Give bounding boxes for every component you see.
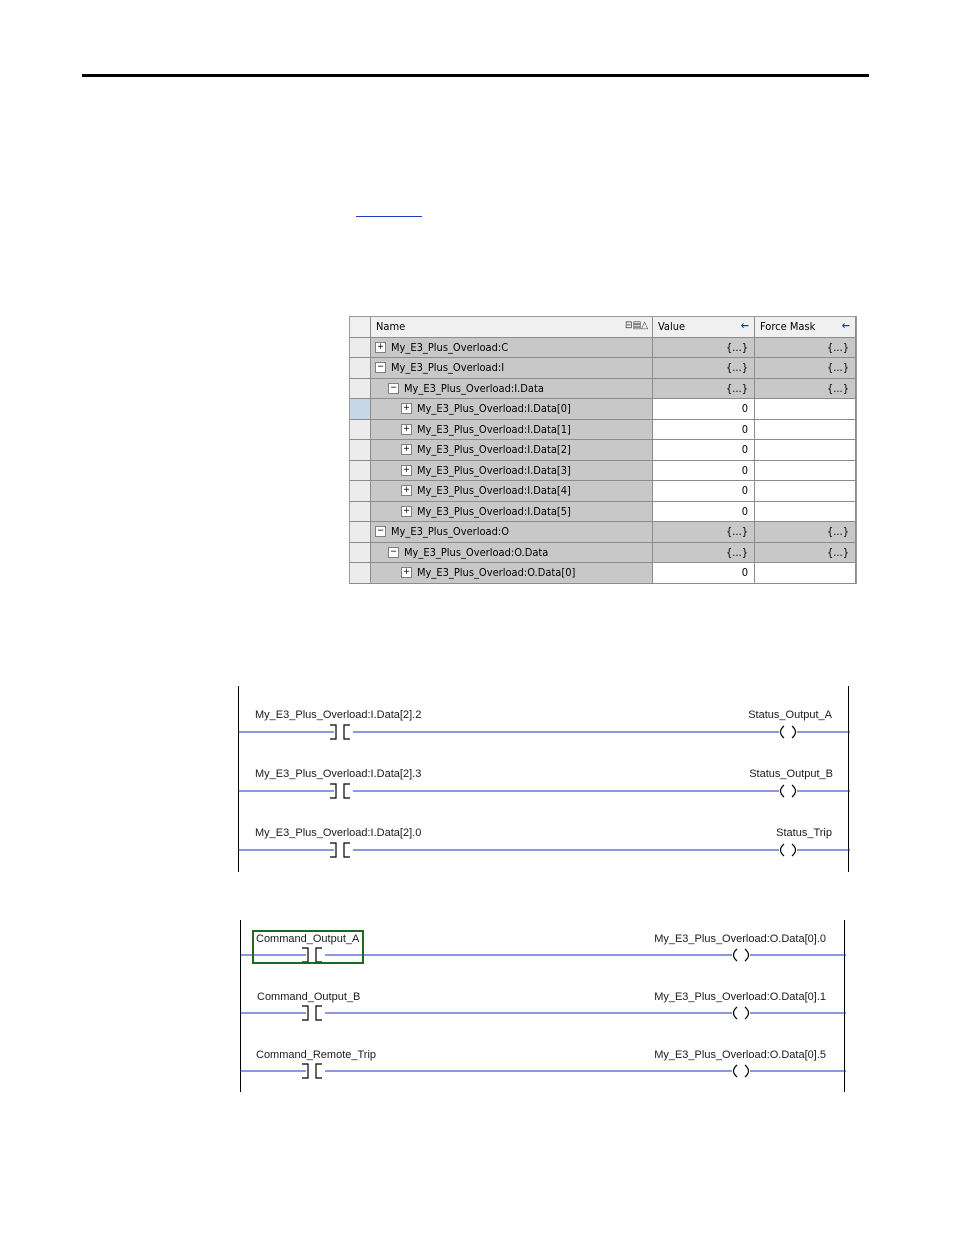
- force-mask-cell[interactable]: [755, 481, 856, 502]
- contact-tag-label[interactable]: Command_Output_A: [256, 933, 360, 945]
- force-mask-cell[interactable]: {...}: [755, 543, 856, 564]
- table-row[interactable]: [350, 461, 856, 482]
- table-row[interactable]: [350, 379, 856, 400]
- force-mask-cell[interactable]: {...}: [755, 358, 856, 379]
- tag-name-text: My_E3_Plus_Overload:I: [391, 361, 505, 375]
- coil-gap[interactable]: [779, 783, 797, 799]
- tag-name-text: My_E3_Plus_Overload:I.Data[5]: [417, 504, 571, 518]
- table-row[interactable]: [350, 420, 856, 441]
- coil-tag-label[interactable]: My_E3_Plus_Overload:O.Data[0].0: [654, 933, 826, 945]
- expand-icon[interactable]: +: [401, 444, 412, 455]
- coil-gap[interactable]: [779, 842, 797, 858]
- force-mask-cell[interactable]: [755, 461, 856, 482]
- row-selector[interactable]: [350, 543, 371, 564]
- ladder-command-routine: [240, 920, 846, 1092]
- table-row[interactable]: [350, 440, 856, 461]
- row-selector[interactable]: [350, 563, 371, 584]
- arrow-left-icon[interactable]: ←: [740, 319, 749, 332]
- force-mask-cell[interactable]: {...}: [755, 522, 856, 543]
- row-selector[interactable]: [350, 440, 371, 461]
- force-mask-cell[interactable]: {...}: [755, 338, 856, 359]
- coil-tag-label[interactable]: My_E3_Plus_Overload:O.Data[0].5: [654, 1049, 826, 1061]
- tag-name-text: My_E3_Plus_Overload:I.Data[1]: [417, 422, 571, 436]
- expand-icon[interactable]: +: [401, 465, 412, 476]
- coil-tag-label[interactable]: Status_Trip: [776, 827, 832, 839]
- tag-name-text: My_E3_Plus_Overload:I.Data[0]: [417, 402, 571, 416]
- tag-value-cell[interactable]: 0: [653, 481, 755, 502]
- contact-tag-label[interactable]: Command_Output_B: [257, 991, 361, 1003]
- contact-tag-label[interactable]: Command_Remote_Trip: [256, 1049, 377, 1061]
- tag-value-cell[interactable]: {...}: [653, 543, 755, 564]
- tag-name-text: My_E3_Plus_Overload:I.Data: [404, 381, 544, 395]
- table-row[interactable]: [350, 338, 856, 359]
- force-mask-cell[interactable]: {...}: [755, 379, 856, 400]
- tag-name-cell[interactable]: [371, 461, 653, 482]
- table-row[interactable]: [350, 502, 856, 523]
- arrow-left-icon[interactable]: ←: [841, 319, 850, 332]
- tag-name-text: My_E3_Plus_Overload:I.Data[4]: [417, 484, 571, 498]
- force-mask-cell[interactable]: [755, 563, 856, 584]
- row-selector[interactable]: [350, 502, 371, 523]
- expand-icon[interactable]: +: [401, 567, 412, 578]
- coil-tag-label[interactable]: My_E3_Plus_Overload:O.Data[0].1: [654, 991, 826, 1003]
- coil-tag-label[interactable]: Status_Output_A: [748, 709, 832, 721]
- row-selector[interactable]: [350, 461, 371, 482]
- expand-icon[interactable]: +: [401, 403, 412, 414]
- tag-name-cell[interactable]: [371, 543, 653, 564]
- row-selector-header[interactable]: [350, 317, 371, 338]
- expand-icon[interactable]: +: [375, 342, 386, 353]
- coil-gap[interactable]: [732, 947, 750, 963]
- controller-tags-table: [349, 316, 857, 584]
- row-selector[interactable]: [350, 522, 371, 543]
- tag-name-cell[interactable]: [371, 420, 653, 441]
- header-rule: [82, 74, 869, 77]
- row-selector[interactable]: [350, 358, 371, 379]
- table-row[interactable]: [350, 399, 856, 420]
- tag-value-cell[interactable]: 0: [653, 399, 755, 420]
- tag-value-cell[interactable]: 0: [653, 440, 755, 461]
- tag-name-cell[interactable]: [371, 440, 653, 461]
- force-mask-column-header[interactable]: Force Mask ←: [755, 317, 856, 338]
- collapse-icon[interactable]: −: [375, 362, 386, 373]
- tag-name-text: My_E3_Plus_Overload:O: [391, 525, 510, 539]
- collapse-icon[interactable]: −: [375, 526, 386, 537]
- table-header-row: [350, 317, 856, 338]
- row-selector[interactable]: [350, 420, 371, 441]
- tag-name-cell[interactable]: [371, 379, 653, 400]
- tag-value-cell[interactable]: 0: [653, 420, 755, 441]
- tag-name-cell[interactable]: [371, 502, 653, 523]
- tag-name-cell[interactable]: [371, 399, 653, 420]
- ladder-status-routine: [238, 686, 850, 872]
- coil-gap[interactable]: [732, 1005, 750, 1021]
- table-row[interactable]: [350, 522, 856, 543]
- expand-icon[interactable]: +: [401, 424, 412, 435]
- contact-tag-label[interactable]: My_E3_Plus_Overload:I.Data[2].2: [255, 709, 422, 721]
- tag-value-cell[interactable]: 0: [653, 563, 755, 584]
- coil-tag-label[interactable]: Status_Output_B: [749, 768, 833, 780]
- row-selector[interactable]: [350, 399, 371, 420]
- table-row[interactable]: [350, 563, 856, 584]
- table-row[interactable]: [350, 543, 856, 564]
- tag-value-cell[interactable]: {...}: [653, 338, 755, 359]
- force-mask-cell[interactable]: [755, 420, 856, 441]
- name-column-header[interactable]: Name ⊟▤△: [371, 317, 653, 338]
- tag-value-cell[interactable]: 0: [653, 502, 755, 523]
- tag-name-cell[interactable]: [371, 338, 653, 359]
- coil-gap[interactable]: [732, 1063, 750, 1079]
- table-row[interactable]: [350, 358, 856, 379]
- tag-name-cell[interactable]: [371, 522, 653, 543]
- cross-reference-link[interactable]: [356, 216, 422, 217]
- sort-filter-icon[interactable]: ⊟▤△: [625, 320, 648, 331]
- row-selector[interactable]: [350, 481, 371, 502]
- row-selector[interactable]: [350, 379, 371, 400]
- tag-value-cell[interactable]: {...}: [653, 358, 755, 379]
- contact-tag-label[interactable]: My_E3_Plus_Overload:I.Data[2].0: [255, 827, 422, 839]
- tag-name-cell[interactable]: [371, 358, 653, 379]
- tag-name-text: My_E3_Plus_Overload:O.Data[0]: [417, 566, 576, 580]
- tag-name-text: My_E3_Plus_Overload:O.Data: [404, 545, 549, 559]
- expand-icon[interactable]: +: [401, 506, 412, 517]
- tag-value-cell[interactable]: 0: [653, 461, 755, 482]
- tag-name-text: My_E3_Plus_Overload:I.Data[2]: [417, 443, 571, 457]
- force-mask-cell[interactable]: [755, 399, 856, 420]
- tag-name-text: My_E3_Plus_Overload:I.Data[3]: [417, 463, 571, 477]
- force-mask-cell[interactable]: [755, 440, 856, 461]
- value-column-header[interactable]: Value ←: [653, 317, 755, 338]
- contact-tag-label[interactable]: My_E3_Plus_Overload:I.Data[2].3: [255, 768, 422, 780]
- collapse-icon[interactable]: −: [388, 383, 399, 394]
- collapse-icon[interactable]: −: [388, 547, 399, 558]
- force-mask-cell[interactable]: [755, 502, 856, 523]
- tag-name-text: My_E3_Plus_Overload:C: [391, 340, 509, 354]
- coil-gap[interactable]: [779, 724, 797, 740]
- tag-value-cell[interactable]: {...}: [653, 522, 755, 543]
- expand-icon[interactable]: +: [401, 485, 412, 496]
- tag-name-cell[interactable]: [371, 481, 653, 502]
- tag-name-cell[interactable]: [371, 563, 653, 584]
- row-selector[interactable]: [350, 338, 371, 359]
- table-row[interactable]: [350, 481, 856, 502]
- tag-value-cell[interactable]: {...}: [653, 379, 755, 400]
